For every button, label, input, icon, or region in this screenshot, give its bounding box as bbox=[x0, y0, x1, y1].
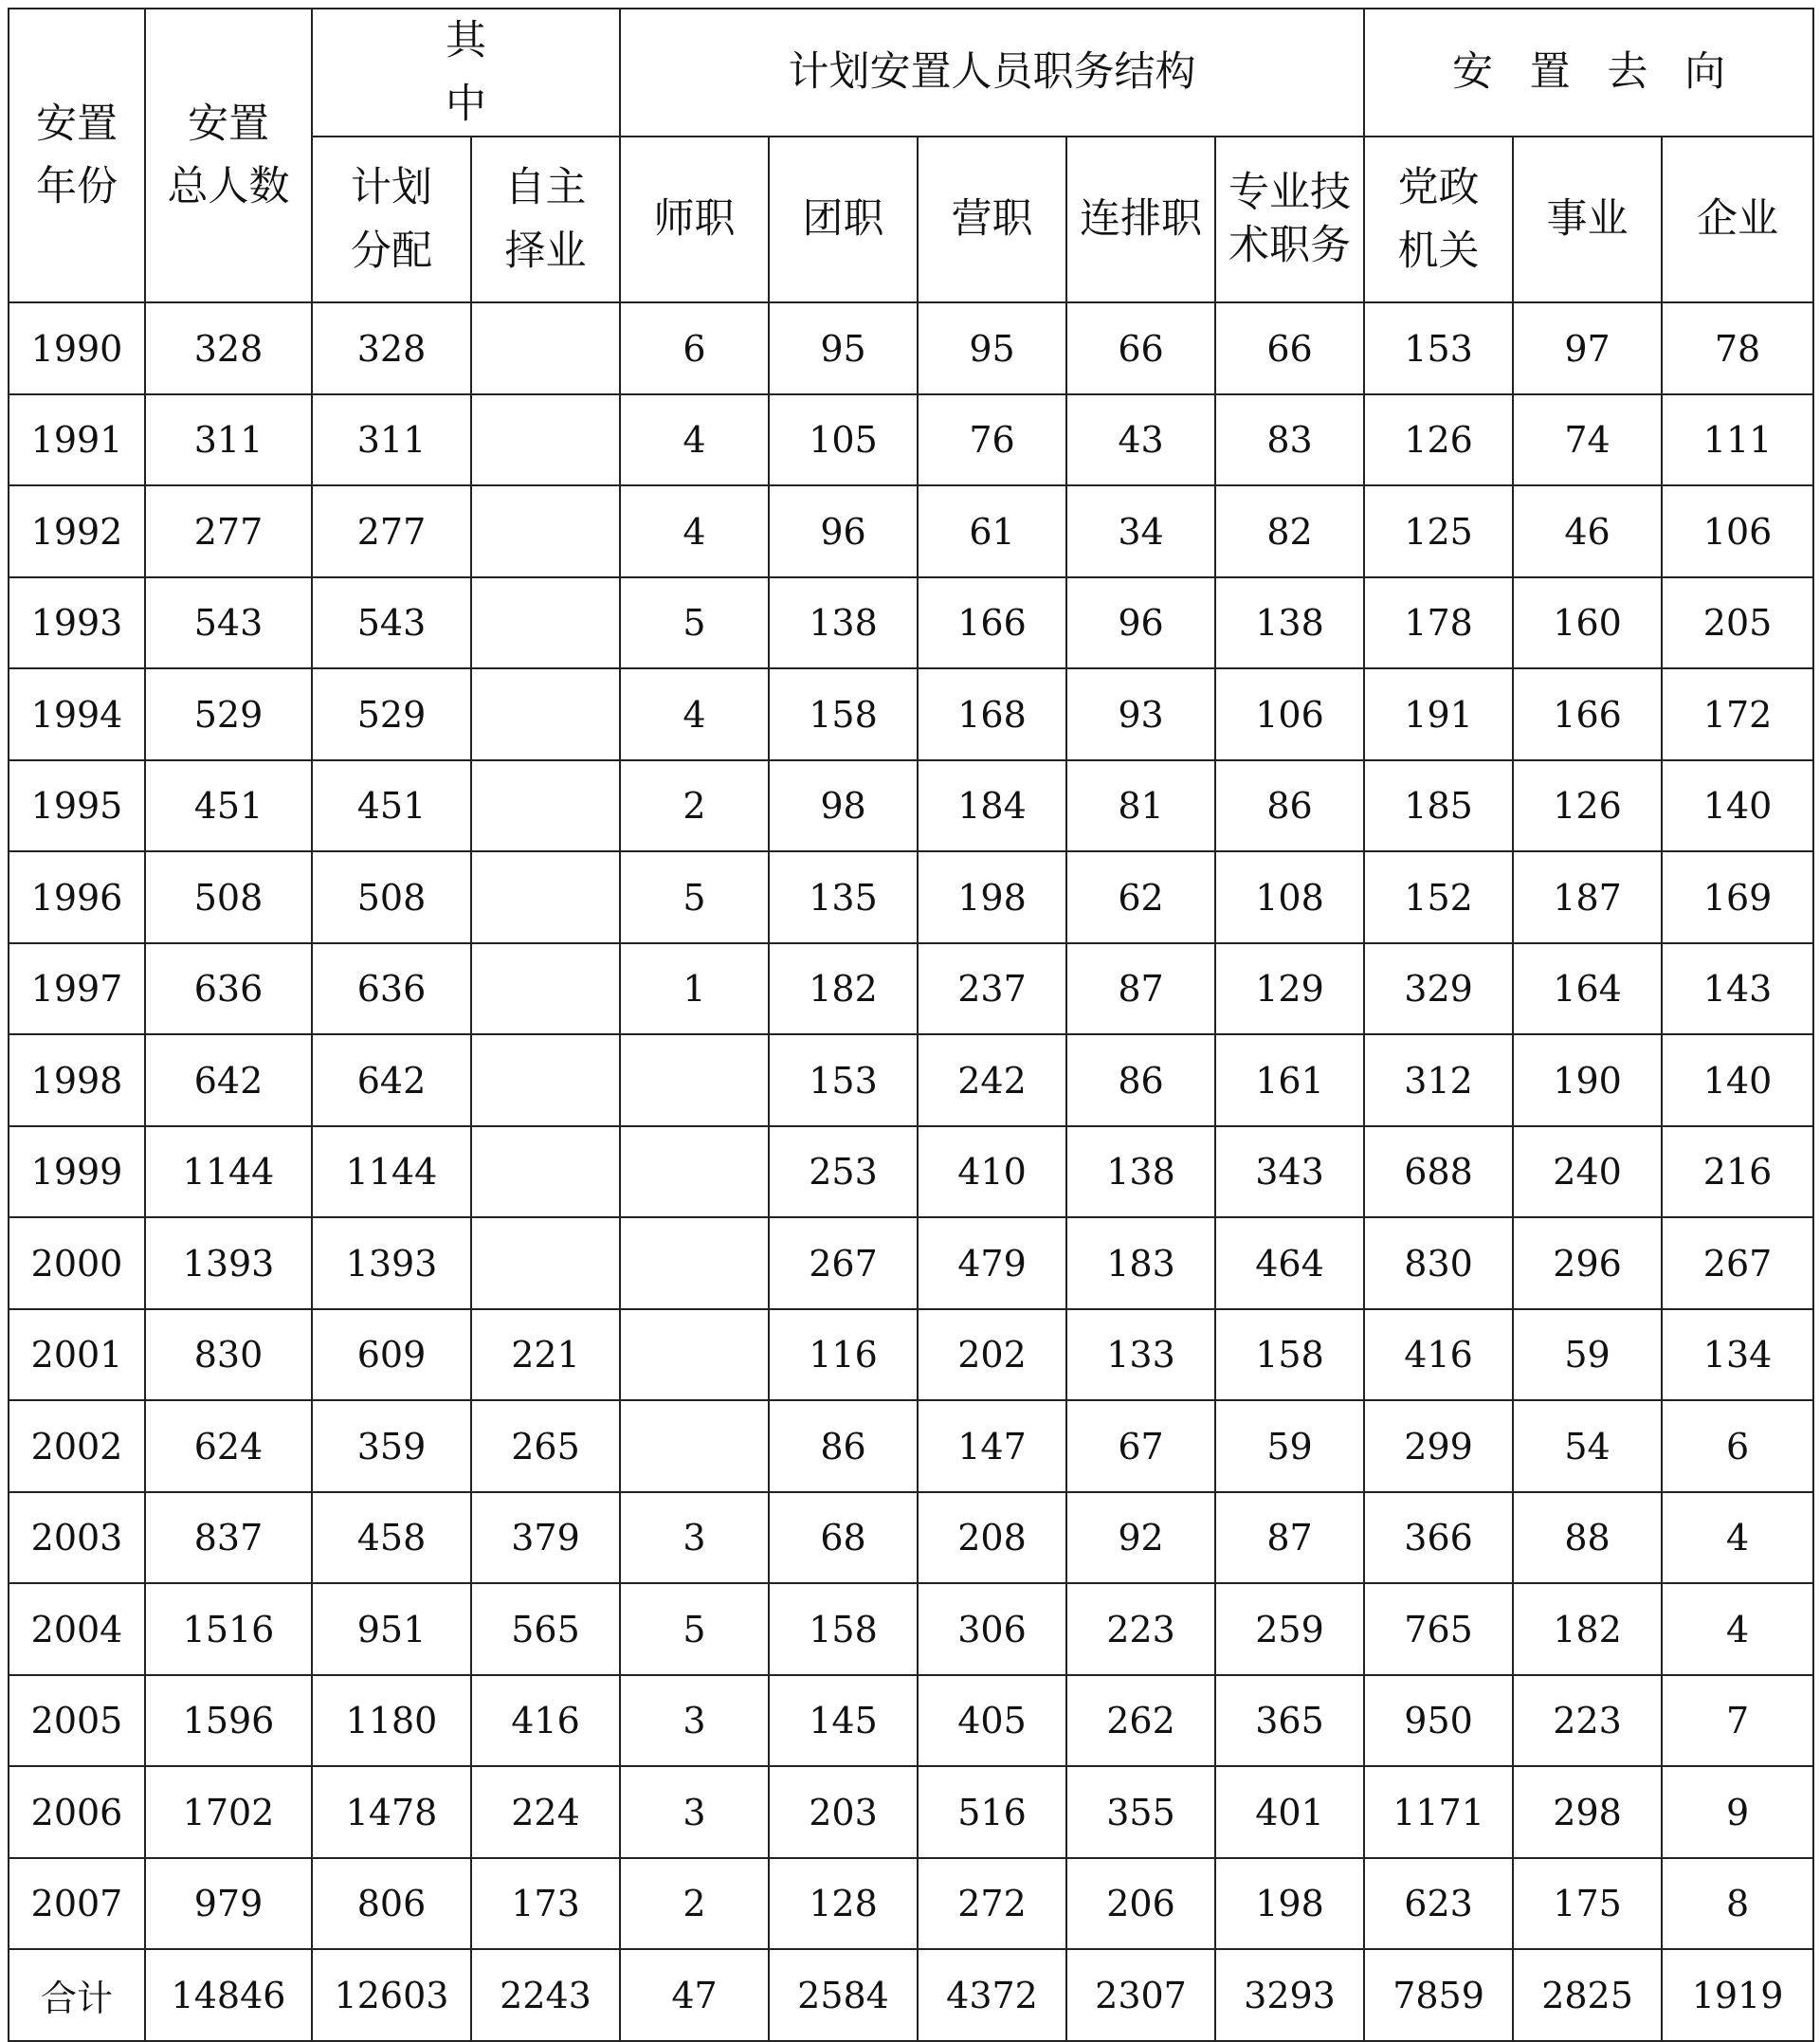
table-cell: 140 bbox=[1662, 1034, 1813, 1126]
table-footer bbox=[9, 1949, 1813, 2041]
table-cell: 145 bbox=[769, 1675, 918, 1767]
table-cell: 87 bbox=[1215, 1492, 1364, 1584]
table-cell: 133 bbox=[1066, 1309, 1215, 1401]
table-row bbox=[9, 1766, 1813, 1858]
table-cell: 46 bbox=[1513, 485, 1662, 577]
table-cell: 464 bbox=[1215, 1217, 1364, 1309]
table-cell: 1596 bbox=[145, 1675, 312, 1767]
row-year: 1997 bbox=[9, 943, 145, 1035]
table-cell: 416 bbox=[471, 1675, 620, 1767]
table-cell: 125 bbox=[1364, 485, 1513, 577]
table-cell: 623 bbox=[1364, 1858, 1513, 1950]
table-cell: 202 bbox=[918, 1309, 1066, 1401]
table-cell: 636 bbox=[145, 943, 312, 1035]
table-cell: 61 bbox=[918, 485, 1066, 577]
table-cell: 306 bbox=[918, 1583, 1066, 1675]
table-cell: 221 bbox=[471, 1309, 620, 1401]
table-cell: 172 bbox=[1662, 668, 1813, 760]
table-cell: 806 bbox=[312, 1858, 471, 1950]
table-cell: 183 bbox=[1066, 1217, 1215, 1309]
header-party-gov: 党政 机关 bbox=[1364, 137, 1513, 302]
table-cell: 111 bbox=[1662, 394, 1813, 486]
table-cell: 7 bbox=[1662, 1675, 1813, 1767]
table-row bbox=[9, 851, 1813, 943]
table-cell: 223 bbox=[1513, 1675, 1662, 1767]
header-total: 安置 总人数 bbox=[145, 9, 312, 302]
table-cell: 116 bbox=[769, 1309, 918, 1401]
table-row bbox=[9, 760, 1813, 852]
table-cell: 312 bbox=[1364, 1034, 1513, 1126]
table-cell: 237 bbox=[918, 943, 1066, 1035]
header-professional: 专业技 术职务 bbox=[1215, 137, 1364, 302]
table-cell: 311 bbox=[312, 394, 471, 486]
table-cell: 190 bbox=[1513, 1034, 1662, 1126]
table-cell: 543 bbox=[312, 577, 471, 669]
table-cell: 1393 bbox=[312, 1217, 471, 1309]
header-division: 师职 bbox=[620, 137, 769, 302]
table-cell: 87 bbox=[1066, 943, 1215, 1035]
table-cell: 451 bbox=[145, 760, 312, 852]
table-cell: 2243 bbox=[471, 1949, 620, 2041]
table-row bbox=[9, 1583, 1813, 1675]
table-cell: 1516 bbox=[145, 1583, 312, 1675]
table-cell: 173 bbox=[471, 1858, 620, 1950]
table-cell: 5 bbox=[620, 1583, 769, 1675]
table-cell: 405 bbox=[918, 1675, 1066, 1767]
table-cell: 6 bbox=[1662, 1400, 1813, 1492]
table-cell bbox=[620, 1400, 769, 1492]
table-cell: 203 bbox=[769, 1766, 918, 1858]
table-cell bbox=[471, 1126, 620, 1218]
totals-label: 合计 bbox=[9, 1949, 145, 2041]
table-row bbox=[9, 1492, 1813, 1584]
table-cell: 5 bbox=[620, 577, 769, 669]
table-cell: 34 bbox=[1066, 485, 1215, 577]
table-cell: 3 bbox=[620, 1675, 769, 1767]
table-cell: 168 bbox=[918, 668, 1066, 760]
row-year: 2003 bbox=[9, 1492, 145, 1584]
table-cell: 12603 bbox=[312, 1949, 471, 2041]
table-cell: 68 bbox=[769, 1492, 918, 1584]
table-cell: 74 bbox=[1513, 394, 1662, 486]
table-cell: 508 bbox=[145, 851, 312, 943]
header-self-employed: 自主 择业 bbox=[471, 137, 620, 302]
row-year: 1991 bbox=[9, 394, 145, 486]
table-cell: 86 bbox=[1215, 760, 1364, 852]
table-cell: 265 bbox=[471, 1400, 620, 1492]
table-cell: 516 bbox=[918, 1766, 1066, 1858]
table-cell: 830 bbox=[145, 1309, 312, 1401]
table-cell: 95 bbox=[769, 302, 918, 394]
table-cell: 837 bbox=[145, 1492, 312, 1584]
table-cell: 92 bbox=[1066, 1492, 1215, 1584]
table-cell bbox=[471, 851, 620, 943]
table-cell bbox=[471, 1034, 620, 1126]
table-cell: 98 bbox=[769, 760, 918, 852]
table-cell bbox=[620, 1309, 769, 1401]
table-header bbox=[9, 9, 1813, 302]
resettlement-table bbox=[8, 8, 1814, 2042]
table-cell: 451 bbox=[312, 760, 471, 852]
table-cell: 6 bbox=[620, 302, 769, 394]
row-year: 1996 bbox=[9, 851, 145, 943]
header-planned: 计划 分配 bbox=[312, 137, 471, 302]
table-cell: 158 bbox=[769, 668, 918, 760]
table-cell: 147 bbox=[918, 1400, 1066, 1492]
table-cell bbox=[471, 302, 620, 394]
table-cell: 479 bbox=[918, 1217, 1066, 1309]
table-cell: 108 bbox=[1215, 851, 1364, 943]
table-cell: 126 bbox=[1513, 760, 1662, 852]
table-cell: 96 bbox=[769, 485, 918, 577]
row-year: 1994 bbox=[9, 668, 145, 760]
header-rank-structure: 计划安置人员职务结构 bbox=[620, 9, 1364, 137]
table-cell: 2825 bbox=[1513, 1949, 1662, 2041]
table-cell: 4 bbox=[1662, 1583, 1813, 1675]
table-cell: 529 bbox=[145, 668, 312, 760]
table-body bbox=[9, 302, 1813, 1949]
row-year: 1998 bbox=[9, 1034, 145, 1126]
header-year: 安置 年份 bbox=[9, 9, 145, 302]
row-year: 1990 bbox=[9, 302, 145, 394]
table-cell: 54 bbox=[1513, 1400, 1662, 1492]
table-cell: 267 bbox=[1662, 1217, 1813, 1309]
table-cell: 2584 bbox=[769, 1949, 918, 2041]
table-cell: 66 bbox=[1215, 302, 1364, 394]
table-cell: 298 bbox=[1513, 1766, 1662, 1858]
table-cell: 296 bbox=[1513, 1217, 1662, 1309]
table-cell: 169 bbox=[1662, 851, 1813, 943]
table-cell bbox=[471, 668, 620, 760]
table-cell: 205 bbox=[1662, 577, 1813, 669]
table-cell: 529 bbox=[312, 668, 471, 760]
table-cell: 688 bbox=[1364, 1126, 1513, 1218]
table-cell: 343 bbox=[1215, 1126, 1364, 1218]
table-cell: 3 bbox=[620, 1766, 769, 1858]
table-cell: 272 bbox=[918, 1858, 1066, 1950]
row-year: 1995 bbox=[9, 760, 145, 852]
table-cell: 198 bbox=[1215, 1858, 1364, 1950]
table-cell: 262 bbox=[1066, 1675, 1215, 1767]
table-cell: 166 bbox=[1513, 668, 1662, 760]
table-cell: 9 bbox=[1662, 1766, 1813, 1858]
table-cell bbox=[620, 1034, 769, 1126]
table-cell: 182 bbox=[769, 943, 918, 1035]
table-cell: 401 bbox=[1215, 1766, 1364, 1858]
table-cell: 126 bbox=[1364, 394, 1513, 486]
table-cell: 416 bbox=[1364, 1309, 1513, 1401]
table-cell: 4 bbox=[620, 485, 769, 577]
table-cell bbox=[471, 943, 620, 1035]
table-cell: 83 bbox=[1215, 394, 1364, 486]
table-row bbox=[9, 1675, 1813, 1767]
table-cell: 198 bbox=[918, 851, 1066, 943]
table-cell: 359 bbox=[312, 1400, 471, 1492]
table-cell bbox=[471, 760, 620, 852]
table-cell: 1393 bbox=[145, 1217, 312, 1309]
table-cell: 95 bbox=[918, 302, 1066, 394]
header-company-platoon: 连排职 bbox=[1066, 137, 1215, 302]
table-cell: 59 bbox=[1215, 1400, 1364, 1492]
table-row bbox=[9, 1034, 1813, 1126]
table-cell: 153 bbox=[1364, 302, 1513, 394]
table-cell bbox=[471, 394, 620, 486]
table-cell: 208 bbox=[918, 1492, 1066, 1584]
row-year: 2001 bbox=[9, 1309, 145, 1401]
table-cell: 152 bbox=[1364, 851, 1513, 943]
header-battalion: 营职 bbox=[918, 137, 1066, 302]
table-cell: 259 bbox=[1215, 1583, 1364, 1675]
table-cell: 86 bbox=[1066, 1034, 1215, 1126]
table-row bbox=[9, 485, 1813, 577]
table-cell: 277 bbox=[312, 485, 471, 577]
table-cell: 3 bbox=[620, 1492, 769, 1584]
table-cell: 543 bbox=[145, 577, 312, 669]
table-cell: 642 bbox=[145, 1034, 312, 1126]
table-cell: 1144 bbox=[145, 1126, 312, 1218]
table-cell: 1 bbox=[620, 943, 769, 1035]
table-cell: 178 bbox=[1364, 577, 1513, 669]
table-cell: 410 bbox=[918, 1126, 1066, 1218]
table-cell: 129 bbox=[1215, 943, 1364, 1035]
table-cell: 62 bbox=[1066, 851, 1215, 943]
table-cell: 277 bbox=[145, 485, 312, 577]
table-cell: 81 bbox=[1066, 760, 1215, 852]
row-year: 1993 bbox=[9, 577, 145, 669]
table-cell: 96 bbox=[1066, 577, 1215, 669]
table-cell: 158 bbox=[769, 1583, 918, 1675]
table-cell: 86 bbox=[769, 1400, 918, 1492]
table-cell: 106 bbox=[1215, 668, 1364, 760]
table-cell: 328 bbox=[145, 302, 312, 394]
table-cell: 138 bbox=[1215, 577, 1364, 669]
table-cell: 379 bbox=[471, 1492, 620, 1584]
table-cell: 830 bbox=[1364, 1217, 1513, 1309]
table-cell: 299 bbox=[1364, 1400, 1513, 1492]
table-cell: 66 bbox=[1066, 302, 1215, 394]
table-cell: 128 bbox=[769, 1858, 918, 1950]
table-cell: 134 bbox=[1662, 1309, 1813, 1401]
totals-row bbox=[9, 1949, 1813, 2041]
table-cell: 329 bbox=[1364, 943, 1513, 1035]
table-cell: 158 bbox=[1215, 1309, 1364, 1401]
table-cell: 153 bbox=[769, 1034, 918, 1126]
table-cell bbox=[471, 485, 620, 577]
table-cell: 2 bbox=[620, 1858, 769, 1950]
table-cell: 138 bbox=[769, 577, 918, 669]
table-cell: 366 bbox=[1364, 1492, 1513, 1584]
table-cell: 267 bbox=[769, 1217, 918, 1309]
table-row bbox=[9, 302, 1813, 394]
table-cell: 47 bbox=[620, 1949, 769, 2041]
header-public-institution: 事业 bbox=[1513, 137, 1662, 302]
table-cell: 140 bbox=[1662, 760, 1813, 852]
table-cell: 223 bbox=[1066, 1583, 1215, 1675]
table-cell: 184 bbox=[918, 760, 1066, 852]
table-cell: 88 bbox=[1513, 1492, 1662, 1584]
row-year: 2005 bbox=[9, 1675, 145, 1767]
table-row bbox=[9, 1126, 1813, 1218]
table-cell: 4372 bbox=[918, 1949, 1066, 2041]
table-cell: 240 bbox=[1513, 1126, 1662, 1218]
table-cell: 4 bbox=[620, 668, 769, 760]
table-cell: 1478 bbox=[312, 1766, 471, 1858]
table-cell: 636 bbox=[312, 943, 471, 1035]
row-year: 2006 bbox=[9, 1766, 145, 1858]
table-cell: 187 bbox=[1513, 851, 1662, 943]
table-cell: 67 bbox=[1066, 1400, 1215, 1492]
table-cell: 106 bbox=[1662, 485, 1813, 577]
table-cell: 135 bbox=[769, 851, 918, 943]
table-cell: 175 bbox=[1513, 1858, 1662, 1950]
table-cell: 765 bbox=[1364, 1583, 1513, 1675]
table-cell: 93 bbox=[1066, 668, 1215, 760]
header-of-which: 其中 bbox=[312, 9, 620, 137]
table-cell: 185 bbox=[1364, 760, 1513, 852]
table-cell: 97 bbox=[1513, 302, 1662, 394]
table-cell: 160 bbox=[1513, 577, 1662, 669]
row-year: 2007 bbox=[9, 1858, 145, 1950]
table-cell: 642 bbox=[312, 1034, 471, 1126]
table-cell: 164 bbox=[1513, 943, 1662, 1035]
table-cell: 979 bbox=[145, 1858, 312, 1950]
table-cell: 105 bbox=[769, 394, 918, 486]
row-year: 1992 bbox=[9, 485, 145, 577]
table-cell: 8 bbox=[1662, 1858, 1813, 1950]
table-row bbox=[9, 577, 1813, 669]
table-cell: 43 bbox=[1066, 394, 1215, 486]
table-cell bbox=[620, 1126, 769, 1218]
table-cell: 14846 bbox=[145, 1949, 312, 2041]
table-row bbox=[9, 668, 1813, 760]
table-cell: 508 bbox=[312, 851, 471, 943]
table-cell: 242 bbox=[918, 1034, 1066, 1126]
table-cell: 951 bbox=[312, 1583, 471, 1675]
header-enterprise: 企业 bbox=[1662, 137, 1813, 302]
table-row bbox=[9, 394, 1813, 486]
table-cell: 191 bbox=[1364, 668, 1513, 760]
table-cell: 216 bbox=[1662, 1126, 1813, 1218]
table-row bbox=[9, 943, 1813, 1035]
table-cell: 143 bbox=[1662, 943, 1813, 1035]
row-year: 2004 bbox=[9, 1583, 145, 1675]
table-cell: 4 bbox=[620, 394, 769, 486]
table-cell: 161 bbox=[1215, 1034, 1364, 1126]
table-cell: 950 bbox=[1364, 1675, 1513, 1767]
table-cell: 5 bbox=[620, 851, 769, 943]
table-cell: 1919 bbox=[1662, 1949, 1813, 2041]
table-cell: 166 bbox=[918, 577, 1066, 669]
table-cell: 355 bbox=[1066, 1766, 1215, 1858]
table-cell: 2307 bbox=[1066, 1949, 1215, 2041]
header-regiment: 团职 bbox=[769, 137, 918, 302]
table-row bbox=[9, 1217, 1813, 1309]
table-cell: 78 bbox=[1662, 302, 1813, 394]
table-cell: 2 bbox=[620, 760, 769, 852]
table-cell: 365 bbox=[1215, 1675, 1364, 1767]
table-cell: 1702 bbox=[145, 1766, 312, 1858]
table-cell: 59 bbox=[1513, 1309, 1662, 1401]
table-cell: 138 bbox=[1066, 1126, 1215, 1218]
table-cell: 1171 bbox=[1364, 1766, 1513, 1858]
table-cell: 328 bbox=[312, 302, 471, 394]
table-cell: 1180 bbox=[312, 1675, 471, 1767]
table-cell: 565 bbox=[471, 1583, 620, 1675]
table-cell: 1144 bbox=[312, 1126, 471, 1218]
table-cell: 76 bbox=[918, 394, 1066, 486]
table-cell: 311 bbox=[145, 394, 312, 486]
table-cell bbox=[471, 1217, 620, 1309]
table-cell: 253 bbox=[769, 1126, 918, 1218]
row-year: 2002 bbox=[9, 1400, 145, 1492]
table-cell: 82 bbox=[1215, 485, 1364, 577]
table-cell: 3293 bbox=[1215, 1949, 1364, 2041]
table-cell: 458 bbox=[312, 1492, 471, 1584]
table-cell bbox=[471, 577, 620, 669]
table-cell: 609 bbox=[312, 1309, 471, 1401]
table-row bbox=[9, 1858, 1813, 1950]
table-cell: 206 bbox=[1066, 1858, 1215, 1950]
table-cell: 624 bbox=[145, 1400, 312, 1492]
row-year: 2000 bbox=[9, 1217, 145, 1309]
table-cell: 224 bbox=[471, 1766, 620, 1858]
table-cell: 4 bbox=[1662, 1492, 1813, 1584]
row-year: 1999 bbox=[9, 1126, 145, 1218]
header-destination: 安置去向 bbox=[1364, 9, 1813, 137]
table-cell: 182 bbox=[1513, 1583, 1662, 1675]
table-cell: 7859 bbox=[1364, 1949, 1513, 2041]
table-row bbox=[9, 1400, 1813, 1492]
table-cell bbox=[620, 1217, 769, 1309]
table-row bbox=[9, 1309, 1813, 1401]
